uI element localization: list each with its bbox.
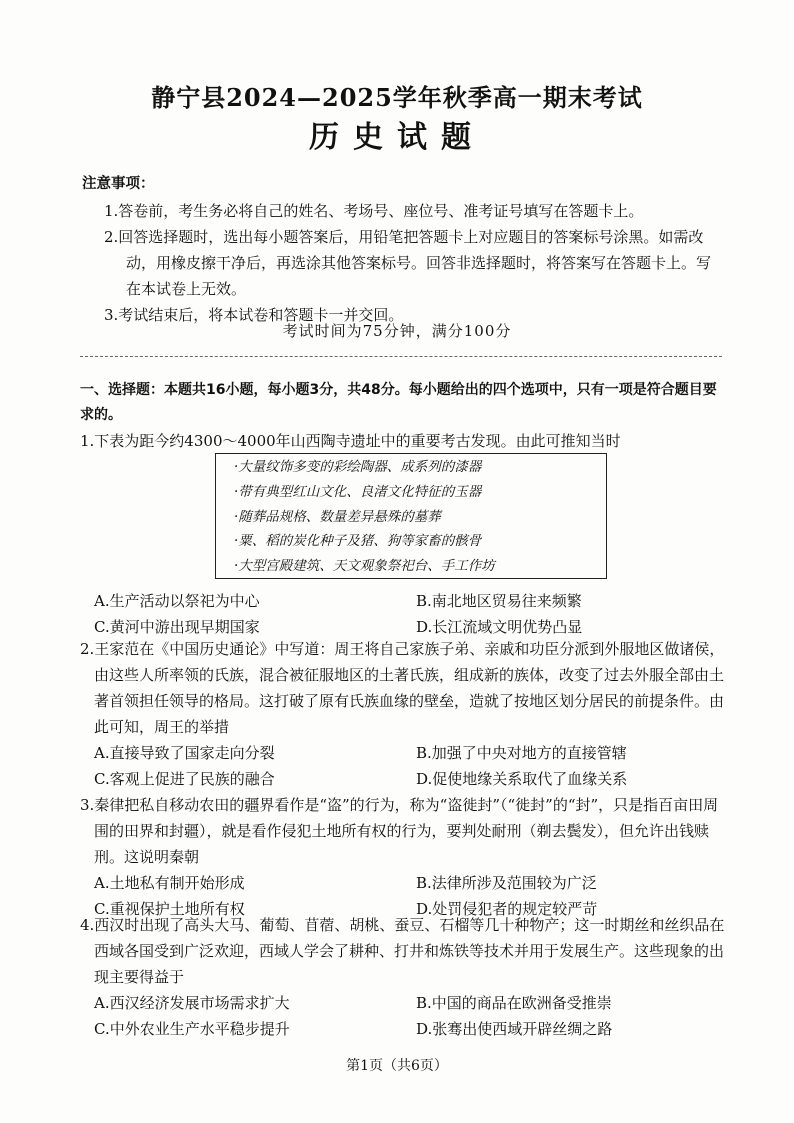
- exam-subtitle: 历史试题: [309, 120, 485, 155]
- option-a: A.西汉经济发展市场需求扩大: [94, 994, 290, 1012]
- section-heading: 一、选择题：本题共16小题，每小题3分，共48分。每小题给出的四个选项中，只有一项是符合题目要求的。: [80, 382, 717, 423]
- option-a: A.土地私有制开始形成: [94, 874, 245, 892]
- notice-item: 1.答卷前，考生务必将自己的姓名、考场号、座位号、准考证号填写在答题卡上。: [104, 202, 644, 220]
- question-1-table: [215, 453, 607, 579]
- page-number: 第1页（共6页）: [346, 1058, 448, 1074]
- table-row: ·随葬品规格、数量差异悬殊的墓葬: [234, 508, 441, 525]
- option-c: C.客观上促进了民族的融合: [94, 770, 275, 788]
- exam-title: 静宁县2024—2025学年秋季高一期末考试: [151, 83, 643, 112]
- option-d: D.促使地缘关系取代了血缘关系: [416, 770, 628, 788]
- question-4: [80, 912, 730, 1042]
- table-row: ·带有典型红山文化、良渚文化特征的玉器: [234, 483, 482, 500]
- option-b: B.法律所涉及范围较为广泛: [416, 874, 597, 892]
- notice-item: 3.考试结束后，将本试卷和答题卡一并交回。: [104, 306, 404, 324]
- notice-item: 2.回答选择题时，选出每小题答案后，用铅笔把答题卡上对应题目的答案标号涂黑。如需改动，用橡皮擦干净后，再选涂其他答案标号。回答非选择题时，将答案写在答题卡上。写在本试卷上无效。: [104, 228, 712, 298]
- question-stem: 1.下表为距今约4300～4000年山西陶寺遗址中的重要考古发现。由此可推知当时: [80, 432, 621, 450]
- question-1-options: [80, 588, 730, 640]
- option-b: B.南北地区贸易往来频繁: [416, 592, 582, 610]
- option-c: C.黄河中游出现早期国家: [94, 618, 260, 636]
- option-a: A.生产活动以祭祀为中心: [94, 592, 260, 610]
- notice-heading: 注意事项：: [82, 176, 155, 192]
- option-a: A.直接导致了国家走向分裂: [94, 744, 275, 762]
- option-d: D.处罚侵犯者的规定较严苛: [416, 900, 598, 918]
- question-2: [80, 636, 730, 792]
- notice-list: [104, 198, 724, 328]
- option-d: D.张骞出使西域开辟丝绸之路: [416, 1020, 613, 1038]
- divider: [80, 356, 722, 357]
- question-stem: 3.秦律把私自移动农田的疆界看作是“盗”的行为，称为“盗徙封”（“徙封”的“封”，只是指百亩田周围的田界和封疆），就是看作侵犯土地所有权的行为，要判处耐刑（剃去鬓发），但允许出钱赎刑。这说明秦朝: [80, 796, 719, 866]
- option-d: D.长江流域文明优势凸显: [416, 618, 583, 636]
- table-row: ·粟、稻的炭化种子及猪、狗等家畜的骸骨: [234, 533, 482, 550]
- exam-time-info: 考试时间为75分钟，满分100分: [282, 322, 512, 340]
- question-1: [80, 428, 730, 454]
- option-c: C.中外农业生产水平稳步提升: [94, 1020, 290, 1038]
- option-b: B.中国的商品在欧洲备受推崇: [416, 994, 612, 1012]
- question-stem: 4.西汉时出现了高头大马、葡萄、苜蓿、胡桃、蚕豆、石榴等几十种物产；这一时期丝和丝织品在西域各国受到广泛欢迎，西域人学会了耕种、打井和炼铁等技术并用于发展生产。这些现象的出现主要得益于: [80, 916, 725, 986]
- option-c: C.重视保护土地所有权: [94, 900, 245, 918]
- question-stem: 2.王家范在《中国历史通论》中写道：周王将自己家族子弟、亲戚和功臣分派到外服地区做诸侯，由这些人所率领的氏族，混合被征服地区的土著氏族，组成新的族体，改变了过去外服全部由土著首领担任领导的格局。这打破了原有氏族血缘的壁垒，造就了按地区划分居民的前提条件。由此可知，周王的举措: [80, 640, 725, 736]
- table-row: ·大型宫殿建筑、天文观象祭祀台、手工作坊: [234, 558, 495, 575]
- option-b: B.加强了中央对地方的直接管辖: [416, 744, 627, 762]
- table-row: ·大量纹饰多变的彩绘陶器、成系列的漆器: [234, 459, 482, 475]
- question-3: [80, 792, 730, 922]
